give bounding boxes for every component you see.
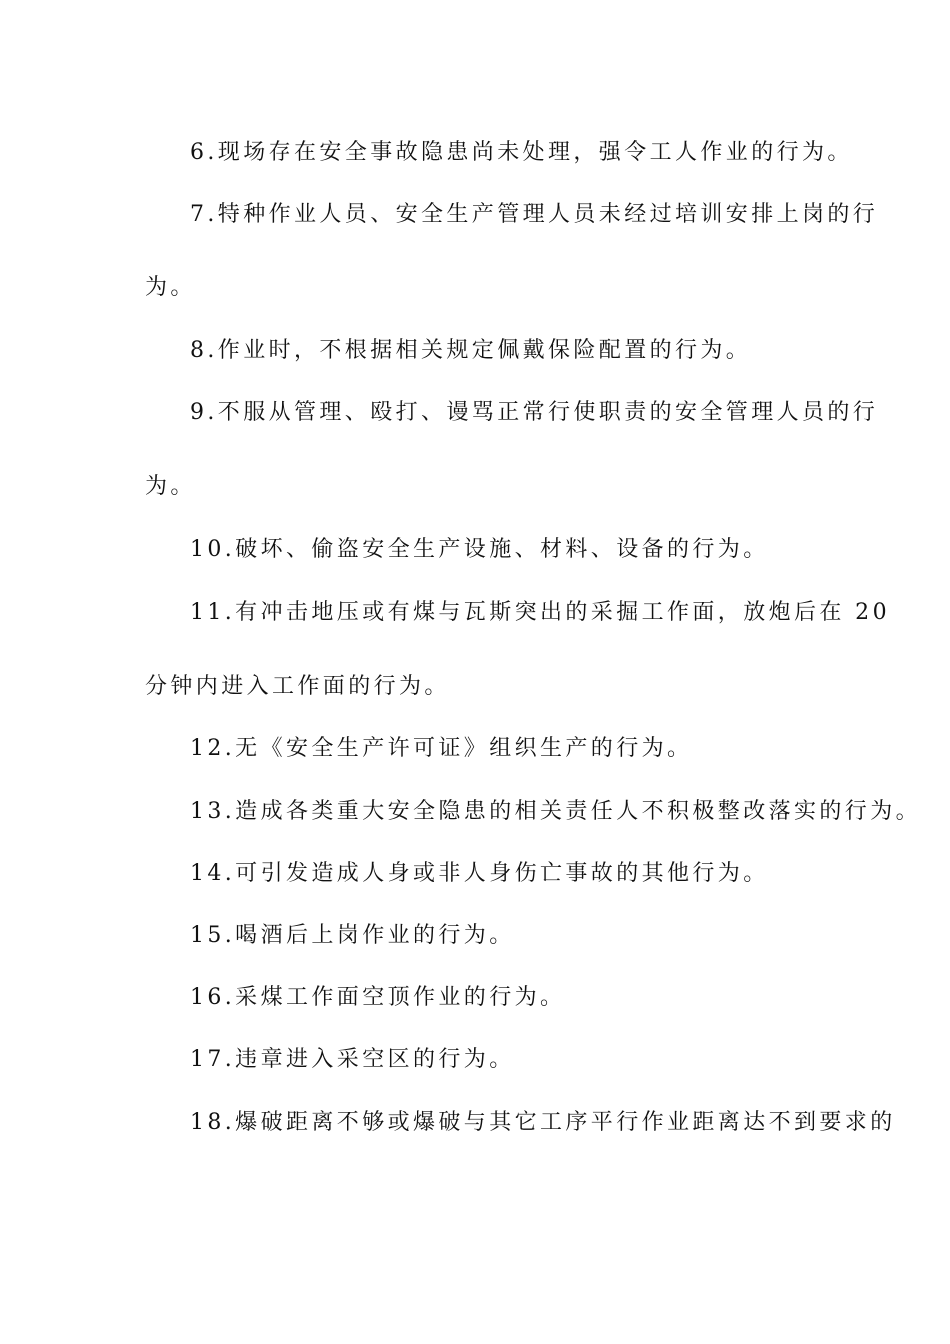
item-7-line-2: 为。 [145, 275, 196, 300]
item-18-line-1: 18.爆破距离不够或爆破与其它工序平行作业距离达不到要求的 [190, 1110, 896, 1135]
item-11-line-2: 分钟内进入工作面的行为。 [145, 674, 450, 699]
item-7-line-1: 7.特种作业人员、安全生产管理人员未经过培训安排上岗的行 [190, 202, 879, 227]
item-9-line-1: 9.不服从管理、殴打、谩骂正常行使职责的安全管理人员的行 [190, 400, 879, 425]
item-15-line-1: 15.喝酒后上岗作业的行为。 [190, 923, 515, 948]
item-6-line-1: 6.现场存在安全事故隐患尚未处理，强令工人作业的行为。 [190, 140, 853, 165]
item-8-line-1: 8.作业时，不根据相关规定佩戴保险配置的行为。 [190, 338, 752, 363]
item-14-line-1: 14.可引发造成人身或非人身伤亡事故的其他行为。 [190, 861, 769, 886]
item-10-line-1: 10.破坏、偷盗安全生产设施、材料、设备的行为。 [190, 537, 769, 562]
item-9-line-2: 为。 [145, 474, 196, 499]
item-16-line-1: 16.采煤工作面空顶作业的行为。 [190, 985, 566, 1010]
item-13-line-1: 13.造成各类重大安全隐患的相关责任人不积极整改落实的行为。 [190, 799, 921, 824]
item-12-line-1: 12.无《安全生产许可证》组织生产的行为。 [190, 736, 693, 761]
item-17-line-1: 17.违章进入采空区的行为。 [190, 1047, 515, 1072]
item-11-line-1: 11.有冲击地压或有煤与瓦斯突出的采掘工作面，放炮后在 20 [190, 600, 890, 625]
